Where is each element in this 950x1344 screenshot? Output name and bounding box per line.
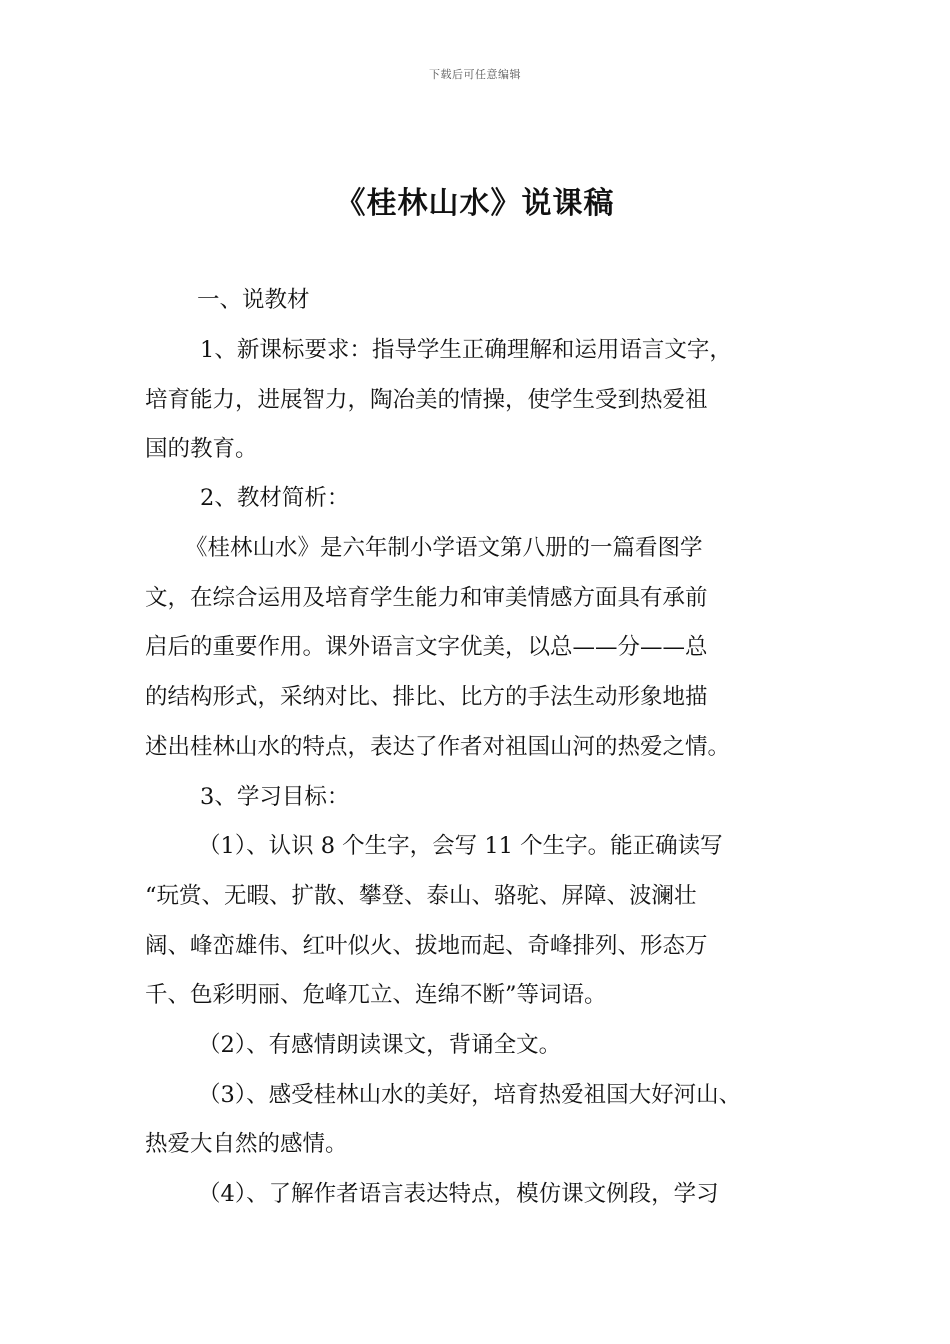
paragraph-line: 的结构形式，采纳对比、排比、比方的手法生动形象地描 (145, 684, 708, 710)
paragraph-line: 培育能力，进展智力，陶冶美的情操，使学生受到热爱祖 (145, 387, 708, 413)
paragraph-line: 文，在综合运用及培育学生能力和审美情感方面具有承前 (145, 585, 708, 611)
subsection-heading: 3、学习目标： (200, 784, 350, 810)
subsection-heading: 2、教材简析： (200, 485, 350, 511)
objective-item: （1）、认识 8 个生字，会写 11 个生字。能正确读写 (198, 833, 723, 859)
objective-item: （2）、有感情朗读课文，背诵全文。 (198, 1032, 562, 1058)
paragraph-line: 千、色彩明丽、危峰兀立、连绵不断”等词语。 (145, 982, 607, 1008)
page-header-note: 下载后可任意编辑 (429, 68, 521, 81)
paragraph-line: 述出桂林山水的特点，表达了作者对祖国山河的热爱之情。 (145, 734, 731, 760)
paragraph-line: 1、新课标要求：指导学生正确理解和运用语言文字， (200, 337, 732, 363)
paragraph-line: 启后的重要作用。课外语言文字优美，以总——分——总 (145, 634, 708, 660)
paragraph-line: “玩赏、无暇、扩散、攀登、泰山、骆驼、屏障、波澜壮 (145, 883, 697, 909)
document-title: 《桂林山水》说课稿 (335, 186, 615, 221)
paragraph-line: 热爱大自然的感情。 (145, 1131, 348, 1157)
section-heading: 一、说教材 (197, 287, 310, 313)
paragraph-line: 阔、峰峦雄伟、红叶似火、拔地而起、奇峰排列、形态万 (145, 933, 708, 959)
objective-item: （4）、了解作者语言表达特点，模仿课文例段，学习 (198, 1181, 719, 1207)
objective-item: （3）、感受桂林山水的美好，培育热爱祖国大好河山、 (198, 1082, 742, 1108)
paragraph-line: 《桂林山水》是六年制小学语文第八册的一篇看图学 (185, 535, 703, 561)
paragraph-line: 国的教育。 (145, 436, 258, 462)
